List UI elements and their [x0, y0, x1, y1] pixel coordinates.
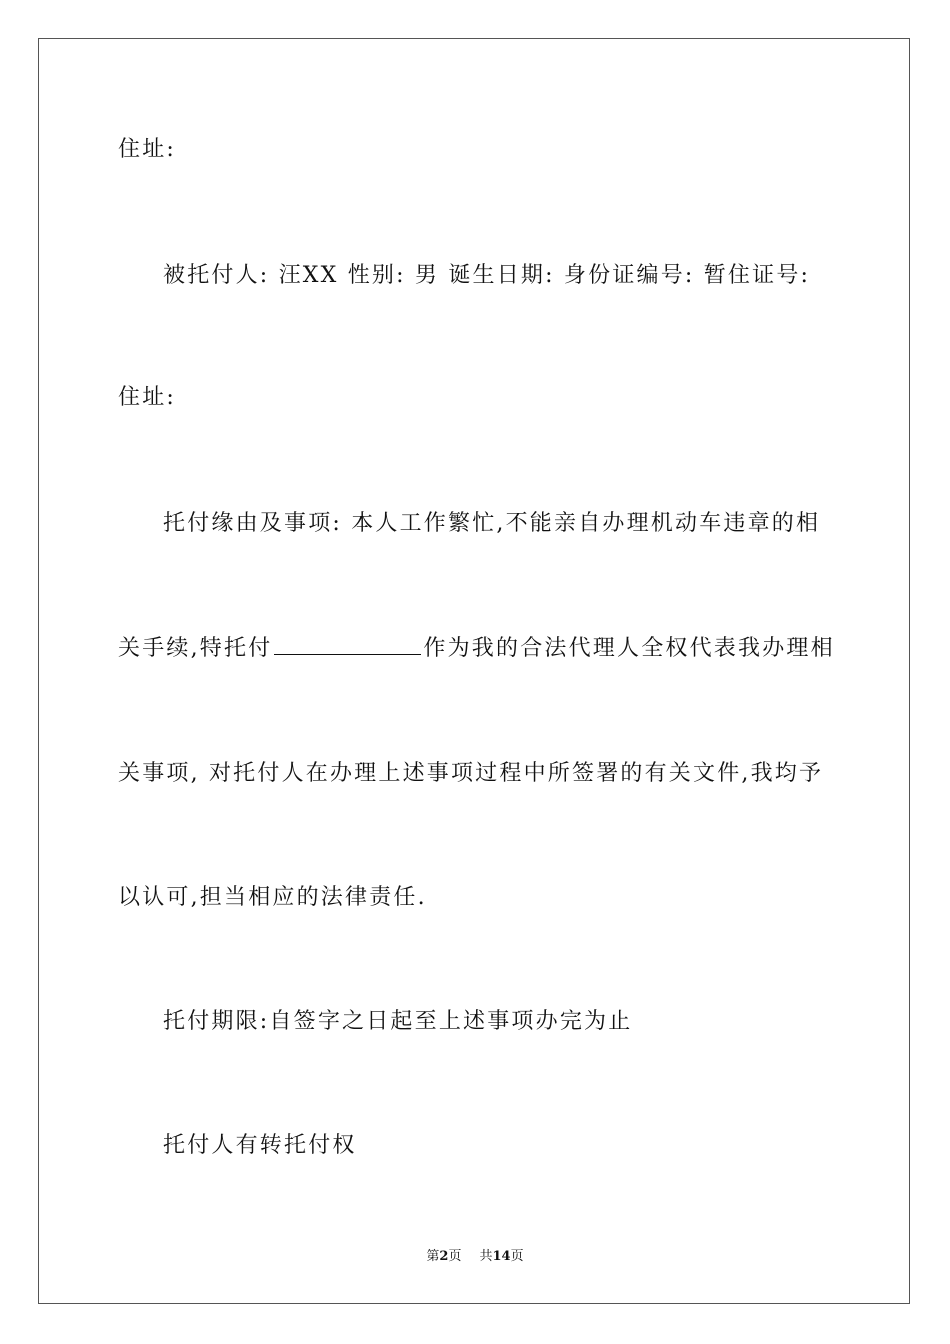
reason-line-2-suffix: 作为我的合法代理人全权代表我办理相: [423, 636, 835, 661]
term-line: 托付期限:自签字之日起至上述事项办完为止: [163, 1009, 633, 1034]
total-pages: 14: [492, 1249, 511, 1264]
reason-line-4: 以认可,担当相应的法律责任.: [118, 885, 427, 910]
reason-line-1: 托付缘由及事项: 本人工作繁忙,不能亲自办理机动车违章的相: [163, 511, 821, 536]
trustee-info-line: 被托付人: 汪XX 性别: 男 诞生日期: 身份证编号: 暂住证号:: [163, 263, 811, 288]
page-footer: [0, 1248, 950, 1266]
address-line-1: 住址:: [118, 137, 177, 162]
page-suffix: 页: [448, 1249, 462, 1264]
total-suffix: 页: [510, 1249, 524, 1264]
reason-line-2-prefix: 关手续,特托付: [118, 636, 273, 661]
total-prefix: 共: [479, 1249, 493, 1264]
sub-delegation-line: 托付人有转托付权: [163, 1133, 357, 1158]
trustee-name-blank: [274, 634, 421, 655]
page-number: 2: [439, 1249, 449, 1264]
address-line-2: 住址:: [118, 385, 177, 410]
reason-line-2: [118, 634, 835, 663]
page-prefix: 第: [426, 1249, 440, 1264]
page-border: [38, 38, 910, 1304]
reason-line-3: 关事项, 对托付人在办理上述事项过程中所签署的有关文件,我均予: [118, 761, 824, 786]
